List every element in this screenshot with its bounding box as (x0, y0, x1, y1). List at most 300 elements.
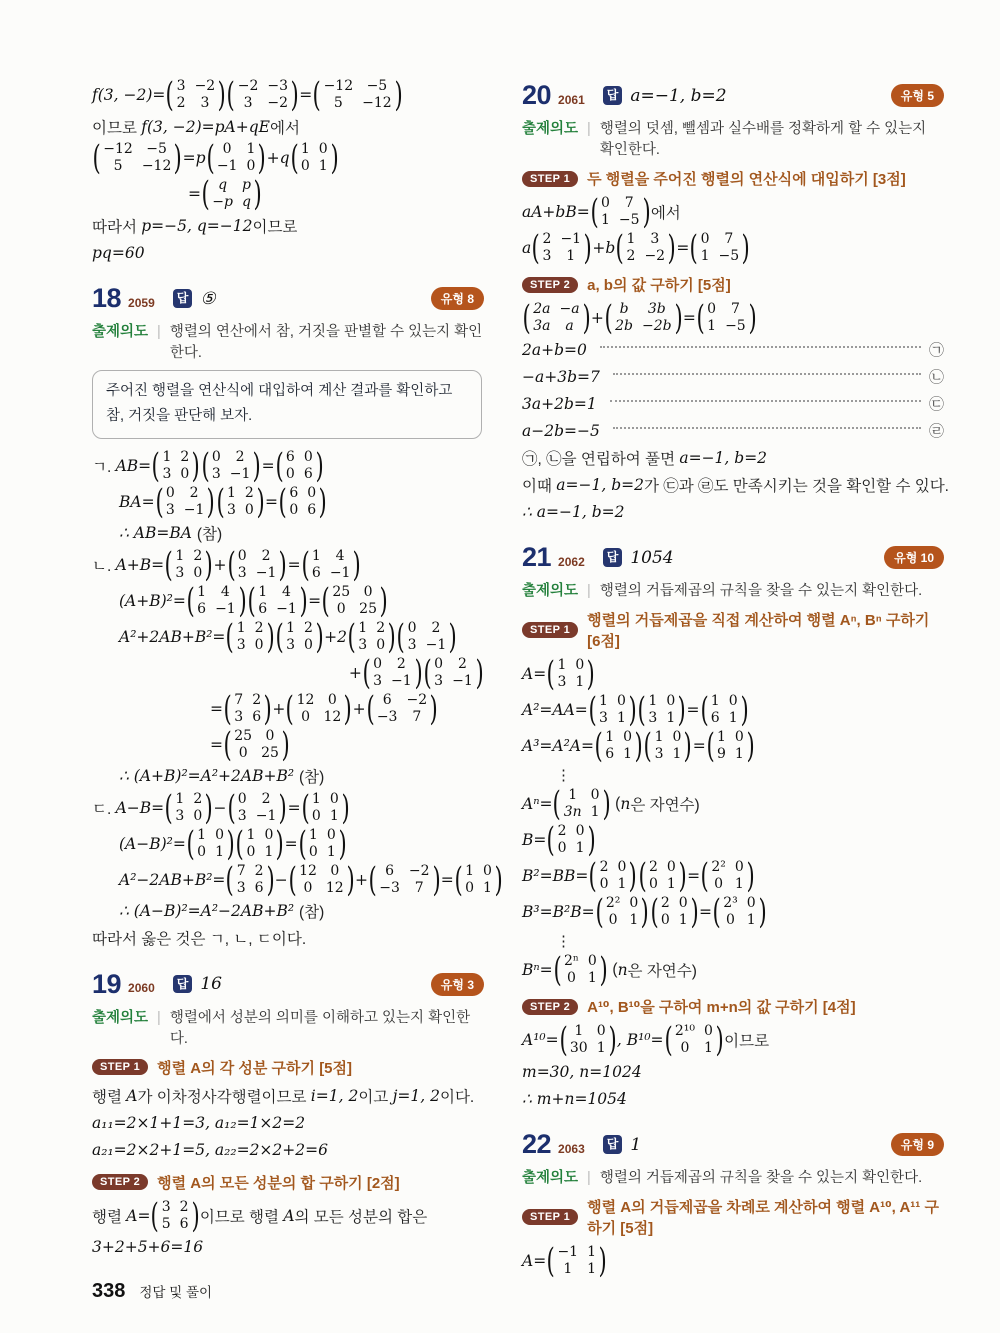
math-text: A−B= (115, 798, 165, 817)
math-text: ∴ a=−1, b=2 (522, 502, 625, 521)
matrix-cell: 0 (265, 727, 275, 744)
paren-right-icon: ) (746, 856, 755, 896)
matrix-cell: −1 (276, 600, 297, 617)
matrix-cell: 1 (666, 876, 676, 892)
equation-line (92, 138, 484, 178)
matrix-cell: 2 (189, 484, 199, 501)
matrix-grid (624, 231, 669, 265)
matrix-cell: 2 (557, 823, 567, 839)
matrix (223, 688, 272, 729)
matrix (235, 823, 285, 864)
matrix-cell: 7 (730, 301, 740, 317)
paren-left-icon: ( (423, 652, 432, 693)
matrix-cell: 6 (605, 746, 615, 762)
matrix-cell: 5 (161, 1215, 171, 1232)
page-footer (92, 1280, 212, 1303)
matrix-cell: 1 (264, 843, 274, 860)
paren-left-icon: ( (301, 544, 310, 585)
paren-right-icon: ) (281, 724, 290, 765)
korean-text: 따라서 옳은 것은 ㄱ, ㄴ, ㄷ이다. (92, 931, 307, 949)
problem-header (92, 969, 484, 1000)
matrix-cell: 3 (243, 95, 253, 111)
paren-right-icon: ) (741, 228, 750, 268)
matrix-cell: 7 (624, 195, 634, 211)
paren-right-icon: ) (429, 688, 438, 729)
paren-left-icon: ( (546, 654, 555, 694)
matrix-cell: 2² (711, 859, 726, 875)
matrix-cell: b (619, 301, 629, 317)
matrix (151, 445, 201, 486)
matrix-cell: −1 (329, 564, 351, 581)
matrix-cell: 0 (746, 895, 756, 911)
problem-header (522, 80, 944, 111)
matrix-grid (163, 485, 208, 519)
matrix-cell: 0 (285, 465, 295, 482)
matrix-cell: p (241, 177, 251, 193)
answer-label: 답 (603, 1135, 623, 1153)
equation-line (119, 823, 484, 864)
matrix-cell: 1 (746, 912, 756, 928)
paren-right-icon: ) (299, 580, 308, 621)
matrix-grid (159, 1199, 192, 1233)
matrix-cell: 7 (414, 879, 424, 896)
paren-left-icon: ( (546, 1241, 555, 1281)
paren-left-icon: ( (288, 859, 297, 900)
math-text: ∴ (A+B)²=A²+2AB+B² (119, 767, 300, 786)
math-text: BA= (119, 492, 155, 511)
matrix-cell: 0 (617, 859, 627, 875)
math-text: , B¹⁰= (616, 1031, 664, 1049)
paren-right-icon: ) (263, 688, 272, 729)
matrix-grid (306, 827, 339, 861)
matrix-cell: 2 (176, 95, 186, 111)
matrix (155, 481, 216, 522)
matrix-cell: 2 (254, 862, 264, 879)
paren-right-icon: ) (690, 892, 699, 932)
matrix-cell: 1 (629, 912, 639, 928)
matrix (522, 298, 591, 338)
paren-right-icon: ) (432, 859, 441, 900)
matrix (604, 298, 683, 338)
matrix-cell: 0 (211, 448, 221, 465)
equation-line (522, 1020, 944, 1060)
math-text: = (210, 699, 223, 718)
equation-line (92, 1138, 484, 1163)
matrix (312, 75, 403, 115)
answer-label: 답 (603, 86, 623, 104)
equation-line (522, 1241, 944, 1281)
matrix-cell: 4 (282, 583, 291, 600)
matrix-cell: 3 (211, 465, 221, 482)
matrix-cell: 1 (236, 619, 246, 636)
equation-line (522, 1086, 944, 1111)
matrix-cell: 0 (649, 876, 658, 892)
matrix-grid (329, 584, 380, 618)
paren-right-icon: ) (586, 654, 596, 694)
matrix-grid (645, 693, 678, 727)
korean-text: 행렬 (92, 1208, 127, 1226)
problem-number: 18 (92, 283, 122, 313)
matrix-grid (309, 791, 342, 825)
equation-line (522, 726, 944, 766)
intent-text: 행렬의 연산에서 참, 거짓을 판별할 수 있는지 확인한다. (169, 324, 483, 361)
matrix-grid (370, 656, 415, 690)
matrix-cell: 0 (703, 1023, 713, 1039)
paren-left-icon: ( (150, 1195, 160, 1236)
matrix-cell: 0 (329, 790, 339, 807)
paren-left-icon: ( (637, 690, 646, 730)
math-text: +b (592, 239, 616, 257)
matrix-cell: 3 (162, 465, 172, 482)
matrix-cell: 3 (236, 636, 246, 653)
matrix-cell: 6 (382, 691, 392, 708)
paren-left-icon: ( (664, 1020, 673, 1060)
intent-divider: | (587, 1170, 591, 1186)
math-text: a₂₁=2×2+1=5, a₂₂=2×2+2=6 (92, 1141, 328, 1160)
matrix-grid (708, 859, 746, 893)
matrix (546, 820, 596, 860)
matrix-cell: 5 (113, 158, 123, 174)
matrix-grid (376, 863, 432, 897)
matrix-grid (224, 485, 257, 519)
matrix-cell: 2 (179, 1198, 189, 1215)
matrix-cell: −1 (560, 231, 582, 247)
intent-label: 출제의도 (522, 121, 579, 137)
math-text: A³=A²A= (522, 737, 594, 755)
korean-text: ㄷ. (92, 800, 116, 818)
korean-text: 따라서 (92, 218, 142, 236)
paren-right-icon: ) (266, 616, 275, 657)
intent-text: 행렬의 거듭제곱의 규칙을 찾을 수 있는지 확인한다. (599, 1170, 923, 1186)
matrix-grid (374, 692, 430, 726)
matrix-cell: −12 (323, 78, 354, 94)
matrix-cell: 1 (587, 1261, 597, 1277)
matrix-cell: 2 (396, 655, 406, 672)
matrix-cell: 0 (376, 636, 386, 653)
paren-left-icon: ( (553, 950, 562, 990)
step-badge: STEP 2 (522, 277, 578, 293)
paren-left-icon: ( (559, 1020, 568, 1060)
matrix-cell: 1 (215, 843, 224, 860)
equation-line (522, 364, 944, 389)
matrix (206, 138, 267, 178)
korean-text: 은 자연수) (627, 963, 697, 980)
matrix-cell: 2 (180, 448, 190, 465)
matrix-cell: −3 (376, 708, 398, 725)
korean-text: ㄴ. (92, 557, 116, 575)
equation-line (522, 690, 944, 730)
matrix (706, 726, 755, 766)
matrix-cell: 6 (179, 1215, 189, 1232)
paren-right-icon: ) (628, 856, 638, 896)
equation-line (92, 75, 484, 115)
matrix-cell: 1 (162, 448, 172, 465)
matrix-cell: 0 (264, 826, 274, 843)
matrix-grid (596, 693, 629, 727)
step-title: 행렬 A의 각 성분 구하기 [5점] (157, 1059, 353, 1077)
matrix-grid (554, 1244, 599, 1278)
matrix (590, 192, 651, 232)
math-text: A (283, 1206, 295, 1225)
matrix-cell: −12 (362, 95, 392, 111)
matrix-grid (708, 693, 741, 727)
matrix (588, 690, 637, 730)
matrix-cell: 12 (325, 879, 344, 896)
matrix-grid (296, 863, 347, 897)
equation-line (92, 213, 484, 238)
matrix-cell: 2ⁿ (563, 953, 579, 969)
paren-right-icon: ) (343, 688, 353, 729)
matrix-cell: 1 (308, 826, 318, 843)
matrix-cell: 0 (300, 158, 310, 174)
matrix-grid (554, 657, 587, 691)
matrix-cell: 2³ (723, 895, 738, 911)
matrix-cell: 1 (734, 876, 744, 892)
math-text: = (210, 735, 223, 754)
matrix-grid (234, 620, 267, 654)
equation-line (92, 240, 484, 265)
matrix-cell: 3 (234, 708, 244, 725)
matrix-cell: 0 (237, 790, 247, 807)
math-text: A²+2AB+B²= (119, 627, 226, 646)
math-text: + (352, 699, 366, 718)
matrix (92, 138, 183, 178)
intent-text: 행렬에서 성분의 의미를 이해하고 있는지 확인한다. (169, 1009, 471, 1047)
matrix (285, 688, 353, 729)
paren-left-icon: ( (298, 823, 307, 864)
paren-right-icon: ) (257, 138, 267, 178)
matrix (423, 652, 484, 693)
matrix-cell: −2 (194, 78, 216, 94)
equation-line (522, 1059, 944, 1084)
intent-row (522, 117, 944, 159)
matrix-cell: 0 (566, 970, 576, 986)
intent-row (522, 579, 944, 600)
math-text: − (274, 870, 288, 889)
step-badge: STEP 1 (92, 1059, 148, 1075)
matrix-cell: 0 (193, 564, 203, 581)
math-text: = (284, 834, 298, 853)
matrix-cell: 3 (286, 636, 295, 653)
paren-right-icon: ) (602, 784, 611, 824)
step-badge: STEP 2 (522, 999, 578, 1015)
equation-line (522, 391, 944, 416)
matrix-cell: 1 (700, 248, 710, 264)
matrix-cell: 2 (376, 619, 386, 636)
math-text: ∴ m+n=1054 (522, 1089, 627, 1108)
matrix-cell: 0 (197, 843, 207, 860)
korean-text: 행렬 (92, 1089, 127, 1107)
matrix-cell: 25 (261, 744, 279, 761)
math-text: A= (126, 1206, 151, 1225)
matrix-cell: −1 (255, 807, 277, 824)
problem-header (522, 1129, 944, 1160)
korean-text: 가 이차정사각행렬이므로 (137, 1089, 311, 1107)
problem-code: 2062 (558, 554, 585, 569)
matrix-cell: −1 (215, 600, 236, 617)
paren-left-icon: ( (366, 688, 375, 729)
math-text: Aⁿ= (522, 795, 553, 813)
matrix-cell: 0 (215, 826, 224, 843)
matrix-cell: 0 (714, 876, 724, 892)
paren-right-icon: ) (346, 859, 355, 900)
korean-text: 이다. (439, 1089, 475, 1107)
paren-left-icon: ( (312, 75, 322, 115)
equation-line (522, 192, 944, 232)
matrix (643, 726, 693, 766)
paren-right-icon: ) (217, 75, 226, 115)
matrix-grid (244, 827, 277, 861)
intent-text: 행렬의 거듭제곱의 규칙을 찾을 수 있는지 확인한다. (599, 583, 923, 599)
matrix (700, 690, 749, 730)
paren-left-icon: ( (362, 652, 371, 693)
matrix-grid (235, 78, 291, 112)
math-text: AB= (115, 456, 152, 475)
matrix-cell: 2 (252, 691, 262, 708)
matrix-cell: 1 (703, 1040, 713, 1056)
matrix-cell: 0 (629, 895, 639, 911)
math-text: − (213, 798, 227, 817)
matrix-grid (355, 620, 388, 654)
matrix-cell: −2 (406, 691, 428, 708)
matrix-cell: 0 (728, 693, 738, 709)
matrix (347, 616, 396, 657)
paren-left-icon: ( (396, 616, 406, 657)
math-text: (A+B)²= (119, 591, 186, 610)
step-title: 행렬 A의 모든 성분의 합 구하기 [2점] (157, 1174, 400, 1192)
math-text: j=1, 2 (392, 1087, 440, 1106)
matrix (301, 787, 350, 828)
problem-number: 20 (522, 80, 552, 110)
matrix-cell: 3 (161, 1198, 171, 1215)
math-text: = (299, 86, 313, 104)
matrix-cell: −1 (255, 564, 277, 581)
matrix-cell: −1 (216, 158, 238, 174)
paren-left-icon: ( (700, 856, 709, 896)
matrix-cell: −5 (718, 248, 740, 264)
matrix (638, 856, 687, 896)
matrix-cell: 3a (533, 318, 551, 334)
korean-text: ( (608, 961, 618, 978)
math-text: n (620, 795, 631, 813)
matrix-cell: 2b (615, 318, 634, 334)
equation-line (522, 784, 944, 824)
math-text: = (692, 737, 706, 755)
matrix (278, 481, 327, 522)
matrix-cell: 1 (574, 1023, 584, 1039)
matrix-cell: 2 (244, 484, 254, 501)
matrix-cell: 25 (234, 727, 253, 744)
matrix-cell: 1 (311, 547, 321, 564)
equation-line (119, 616, 484, 657)
matrix-cell: 1 (707, 318, 717, 334)
matrix (368, 859, 441, 900)
matrix-cell: 1 (666, 710, 676, 726)
paren-right-icon: ) (318, 481, 327, 522)
equation-line (210, 724, 484, 765)
matrix-cell: 0 (308, 843, 318, 860)
paren-left-icon: ( (595, 892, 604, 932)
right-column (522, 76, 949, 1296)
matrix-grid (540, 231, 585, 265)
matrix (201, 174, 262, 214)
paren-left-icon: ( (235, 823, 244, 864)
matrix-grid (286, 485, 319, 519)
paren-right-icon: ) (204, 787, 214, 828)
paren-left-icon: ( (546, 820, 556, 860)
matrix (225, 859, 275, 900)
intent-divider: | (157, 1009, 161, 1026)
matrix-cell: 1 (311, 790, 321, 807)
paren-left-icon: ( (301, 787, 310, 828)
matrix-cell: 1 (626, 231, 636, 247)
equation-line (119, 521, 484, 546)
step-badge: STEP 1 (522, 171, 578, 187)
matrix-cell: 1 (226, 484, 236, 501)
paren-right-icon: ) (352, 544, 362, 585)
matrix-cell: 3 (557, 674, 567, 690)
paren-right-icon: ) (238, 580, 247, 621)
matrix-cell: q (218, 177, 228, 193)
matrix-cell: 2 (599, 859, 609, 875)
paren-right-icon: ) (173, 138, 183, 178)
matrix-cell: 0 (596, 1023, 606, 1039)
matrix-cell: 1 (246, 141, 256, 157)
matrix-cell: −2 (267, 95, 289, 111)
matrix-cell: 0 (700, 231, 710, 247)
matrix-cell: 1 (358, 619, 368, 636)
problem-code: 2059 (128, 295, 155, 310)
dotted-leader (610, 400, 921, 402)
math-text: A²=AA= (522, 701, 588, 719)
leader-label: ㉡ (928, 369, 944, 386)
korean-text: ( (610, 795, 621, 812)
matrix-cell: 0 (237, 547, 247, 564)
answer-label: 답 (603, 548, 623, 566)
paren-left-icon: ( (186, 823, 195, 864)
matrix-cell: 0 (193, 807, 203, 824)
math-text: 3+2+5+6=16 (92, 1238, 204, 1257)
matrix-cell: 12 (323, 708, 342, 725)
equation-line (522, 892, 944, 932)
korean-text: 에서 (650, 205, 681, 222)
matrix-cell: −1 (229, 465, 251, 482)
korean-text: ㄱ. (92, 458, 116, 476)
korean-text: (참) (196, 526, 223, 544)
equation-line (522, 472, 949, 497)
matrix (362, 652, 423, 693)
matrix-cell: 2 (626, 248, 636, 264)
paren-left-icon: ( (712, 892, 721, 932)
matrix-cell: 1 (728, 710, 738, 726)
matrix-grid (209, 449, 254, 483)
equation-line (92, 926, 484, 951)
matrix (712, 892, 767, 932)
math-text: = (287, 555, 301, 574)
paren-left-icon: ( (689, 228, 699, 268)
math-text: B³=B²B= (522, 903, 595, 921)
matrix-cell: −p (212, 194, 233, 210)
matrix-cell: 25 (332, 583, 351, 600)
math-text: B²=BB= (522, 867, 589, 885)
matrix (594, 726, 643, 766)
type-badge: 유형 3 (431, 973, 484, 996)
matrix-grid (561, 953, 600, 987)
matrix-cell: 7 (236, 862, 246, 879)
matrix (225, 616, 275, 657)
problem-number: 19 (92, 968, 122, 999)
dotted-leader (613, 373, 921, 375)
